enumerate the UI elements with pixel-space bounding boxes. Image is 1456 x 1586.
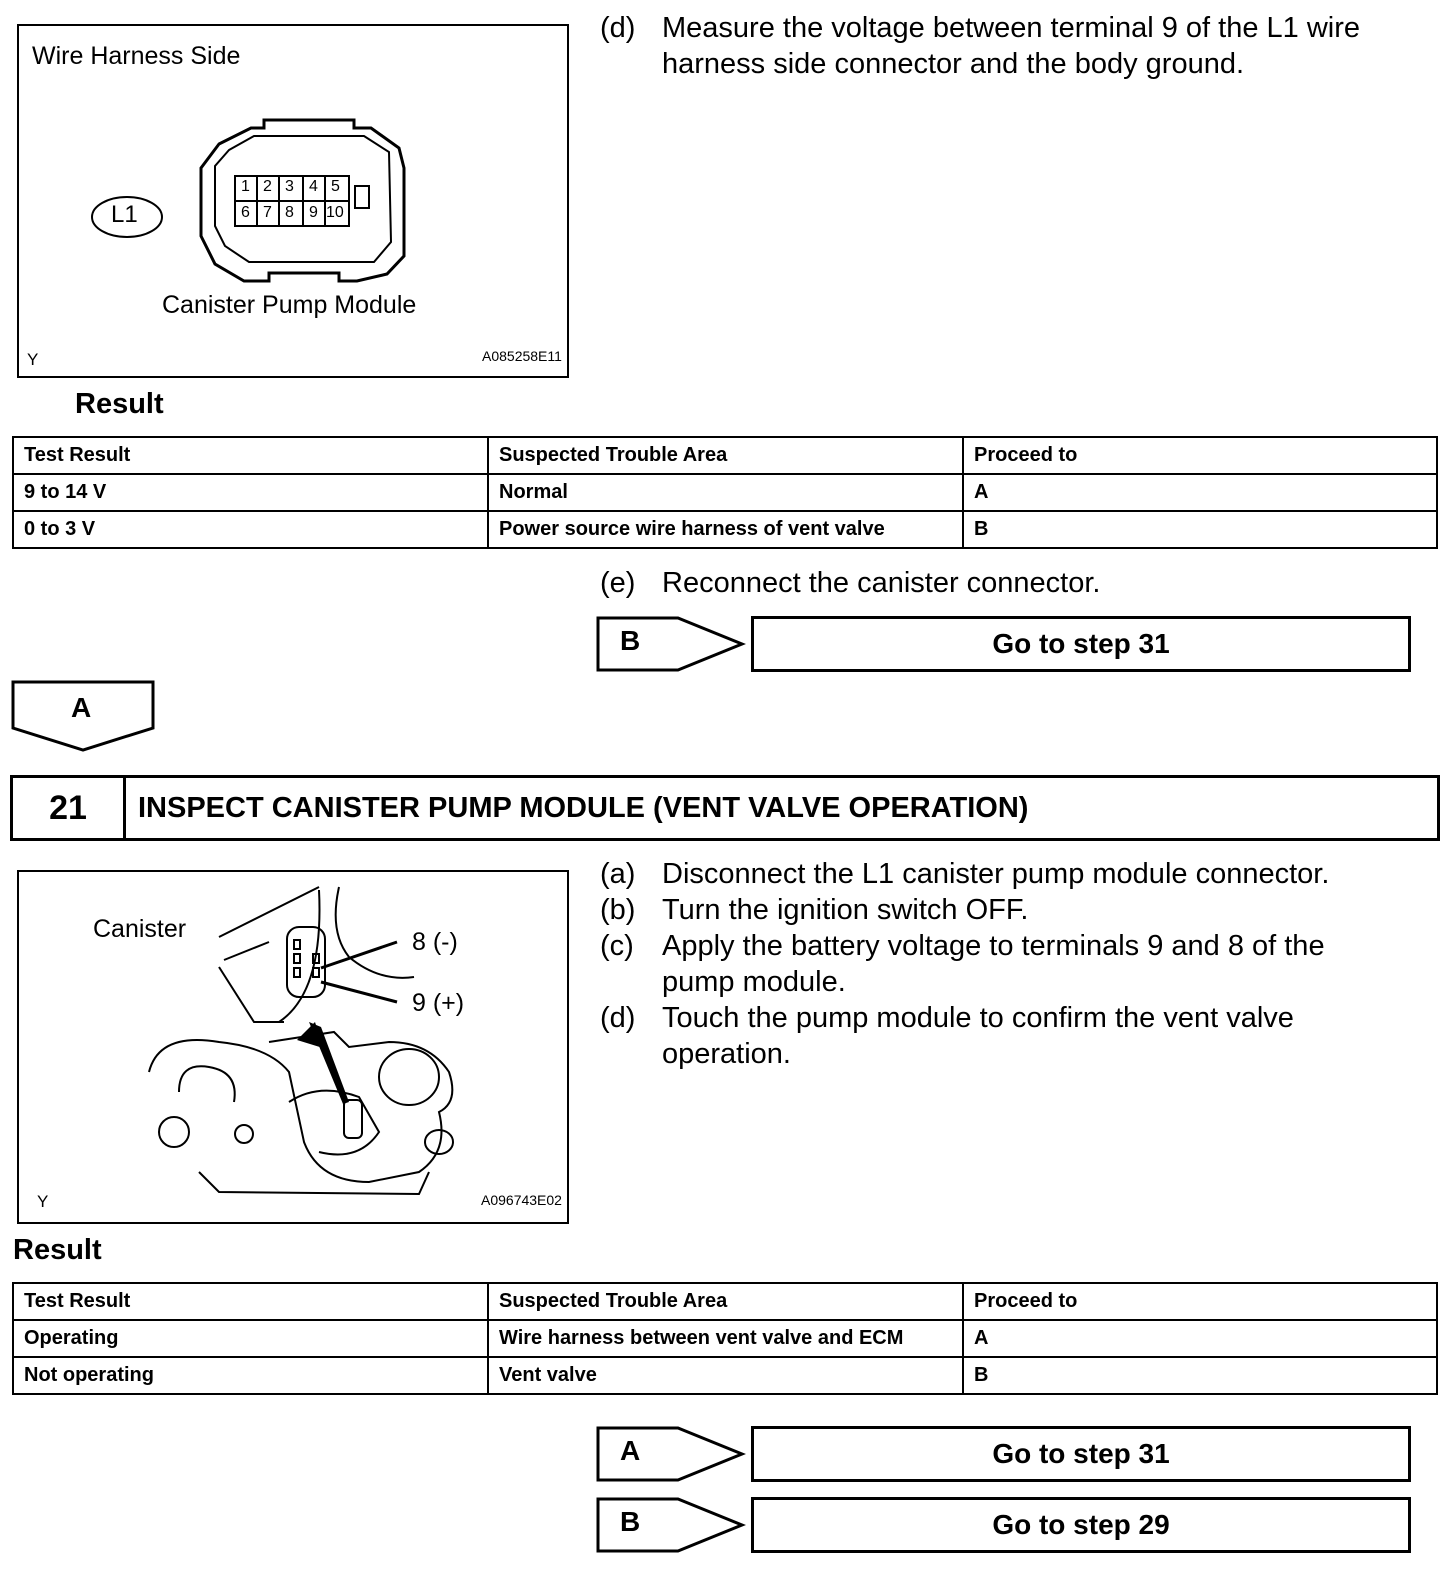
item-text: Turn the ignition switch OFF. (662, 894, 1029, 926)
terminal-6: 6 (241, 204, 250, 221)
item-label: (d) (600, 1002, 636, 1034)
instruction-item (600, 856, 1400, 892)
item-text: Disconnect the L1 canister pump module connector. (662, 858, 1330, 890)
figure-title: Wire Harness Side (32, 42, 241, 70)
header-cell: Test Result (13, 1283, 488, 1320)
goto-step-button[interactable]: Go to step 31 (751, 616, 1411, 672)
header-cell: Suspected Trouble Area (488, 437, 963, 474)
item-text: Measure the voltage between terminal 9 of the L1 wire harness side connector and the body ground. (662, 12, 1361, 80)
table-cell: Power source wire harness of vent valve (488, 511, 963, 548)
step20-instructions (600, 10, 1400, 82)
terminal-9: 9 (309, 204, 318, 221)
item-label: (c) (600, 930, 634, 962)
connector-label: L1 (111, 201, 138, 228)
terminal-1: 1 (241, 178, 250, 195)
item-text: Apply the battery voltage to terminals 9 and 8 of the pump module. (662, 930, 1325, 998)
terminal-7: 7 (263, 204, 272, 221)
item-label: (e) (600, 567, 636, 599)
step20-item-e (600, 565, 1400, 601)
figure-caption: Canister Pump Module (162, 291, 417, 319)
branch-label: B (620, 625, 641, 656)
result-table-1 (12, 436, 1438, 549)
goto-step-button[interactable]: Go to step 29 (751, 1497, 1411, 1553)
terminal-5: 5 (331, 178, 340, 195)
table-cell: A (963, 474, 1437, 511)
branch-arrow-a[interactable] (596, 1426, 746, 1486)
header-cell: Test Result (13, 437, 488, 474)
connector-drawing (19, 26, 567, 376)
header-cell: Proceed to (963, 437, 1437, 474)
figure-wire-harness (17, 24, 569, 378)
terminal-pos-label: 9 (+) (412, 989, 465, 1017)
result-heading: Result (75, 388, 164, 420)
item-label: (a) (600, 858, 636, 890)
header-cell: Suspected Trouble Area (488, 1283, 963, 1320)
instruction-item (600, 1000, 1400, 1072)
terminal-10: 10 (326, 204, 344, 221)
corner-mark: Y (37, 1192, 49, 1211)
table-header-row (13, 1283, 1437, 1320)
item-label: (b) (600, 894, 636, 926)
branch-label: A (620, 1435, 641, 1466)
item-text: Reconnect the canister connector. (662, 567, 1101, 599)
result-heading: Result (13, 1234, 102, 1266)
result-table-2 (12, 1282, 1438, 1395)
figure-id: A096743E02 (481, 1192, 562, 1208)
terminal-3: 3 (285, 178, 294, 195)
terminal-4: 4 (309, 178, 318, 195)
step-title: INSPECT CANISTER PUMP MODULE (VENT VALVE OPERATION) (138, 791, 1029, 824)
table-row (13, 1357, 1437, 1394)
table-cell: Normal (488, 474, 963, 511)
step-number: 21 (13, 778, 126, 838)
terminal-neg-label: 8 (-) (412, 928, 458, 956)
canister-label: Canister (93, 915, 187, 943)
terminal-8: 8 (285, 204, 294, 221)
table-cell: 0 to 3 V (13, 511, 488, 548)
corner-mark: Y (27, 350, 39, 369)
branch-arrow-b[interactable] (596, 616, 746, 676)
table-cell: 9 to 14 V (13, 474, 488, 511)
header-cell: Proceed to (963, 1283, 1437, 1320)
figure-id: A085258E11 (482, 348, 562, 364)
instruction-item (600, 565, 1400, 601)
table-header-row (13, 437, 1437, 474)
instruction-item (600, 928, 1400, 1000)
goto-step-button[interactable]: Go to step 31 (751, 1426, 1411, 1482)
instruction-item (600, 892, 1400, 928)
table-cell: Not operating (13, 1357, 488, 1394)
terminal-2: 2 (263, 178, 272, 195)
table-cell: B (963, 1357, 1437, 1394)
table-cell: A (963, 1320, 1437, 1357)
table-cell: Vent valve (488, 1357, 963, 1394)
table-cell: Wire harness between vent valve and ECM (488, 1320, 963, 1357)
figure-canister (17, 870, 569, 1224)
connector-latch (355, 186, 369, 208)
step-header (10, 775, 1440, 841)
table-row (13, 511, 1437, 548)
table-cell: B (963, 511, 1437, 548)
branch-label: B (620, 1506, 641, 1537)
step21-instructions (600, 856, 1400, 1072)
instruction-item (600, 10, 1400, 82)
item-text: Touch the pump module to confirm the vent valve operation. (662, 1002, 1294, 1070)
table-row (13, 474, 1437, 511)
branch-label: A (71, 692, 92, 723)
item-label: (d) (600, 12, 636, 44)
table-cell: Operating (13, 1320, 488, 1357)
table-row (13, 1320, 1437, 1357)
branch-arrow-b[interactable] (596, 1497, 746, 1557)
